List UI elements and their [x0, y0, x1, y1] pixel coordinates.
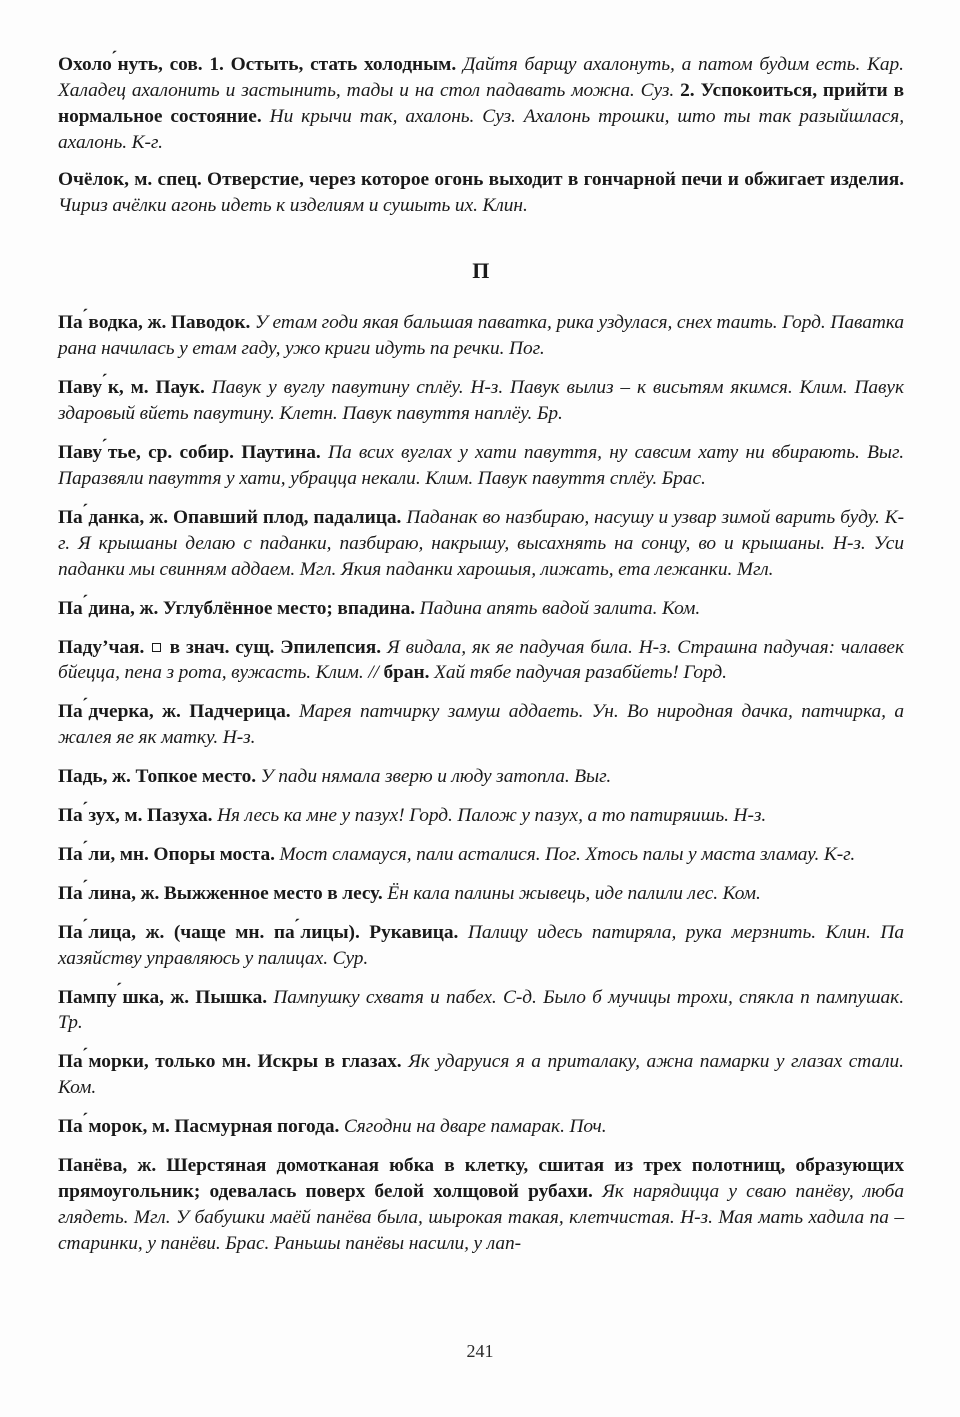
dictionary-entry: Падь, ж. Топкое место. У пади нямала зверю и люду затопла. Выг.	[58, 766, 612, 788]
dictionary-entry: Па´морки, только мн. Искры в глазах. Як ударуися я а приталаку, ажна памарки у глазах стали. Ком.	[58, 1045, 904, 1099]
section-letter-heading: П	[472, 258, 490, 284]
dictionary-entry: Па´зух, м. Пазуха. Ня лесь ка мне у пазух! Горд. Палож у пазух, а то патиряишь. Н-з.	[58, 798, 767, 827]
dictionary-entry: Па´лица, ж. (чаще мн. па´лицы). Рукавица. Палицу идесь патиряла, рука мерзнить. Клин. Па хазяйству управляюсь у палицах. Сур.	[58, 915, 904, 969]
dictionary-entry: Па´водка, ж. Паводок. У етам годи якая бальшая паватка, рика уздулася, снех таить. Горд. Паватка рана начилась у етам гаду, ужо криги идуть па речки. Пог.	[58, 306, 904, 360]
dictionary-entry: Пампу´шка, ж. Пышка. Пампушку схватя и пабех. С-д. Было б мучицы трохи, спякла п пампушак. Тр.	[58, 980, 904, 1034]
dictionary-entry: Па´дина, ж. Углублённое место; впадина. Падина апять вадой залита. Ком.	[58, 591, 701, 619]
dictionary-entry: Паву´тье, ср. собир. Паутина. Па всих вуглах у хати павуття, ну савсим хату ни вбирають. Выг. Паразвяли павуття у хати, убрацца некали. Клим. Павук павуття сплёу. Брас.	[58, 435, 904, 489]
dictionary-entry: Па´ли, мн. Опоры моста. Мост сламауся, пали асталися. Пог. Хтось палы у маста зламау. К-г.	[58, 837, 856, 865]
dictionary-entry: Па´данка, ж. Опавший плод, падалица. Паданак во назбираю, насушу и узвар зимой варить буду. К-г. Я крышаны делаю с паданки, пазбираю, накрышу, высахнять на сонцу, во и крышаны. Н-з. Уси паданки мы свинням аддаем. Мгл. Якия паданки харошыя, лижать, ета лежанки. Мгл.	[58, 500, 904, 580]
dictionary-entry: Панёва, ж. Шерстяная домотканая юбка в клетку, сшитая из трех полотнищ, образующих прямоугольник; одевалась поверх белой холщовой рубахи. Як нарядицца у сваю панёву, люба глядеть. Мгл. У бабушки маёй панёва была, шырокая такая, клетчистая. Н-з. Мая мать хадила па – старинки, у панёви. Брас. Раньшы панёвы насили, у лап-	[58, 1155, 904, 1254]
dictionary-entry: Очёлок, м. спец. Отверстие, через которое огонь выходит в гончарной печи и обжигает изделия. Чириз ачёлки агонь идеть к изделиям и сушыть их. Клин.	[58, 168, 904, 216]
dictionary-entry: Паву´к, м. Паук. Павук у вуглу павутину сплёу. Н-з. Павук вылиз – к висьтям якимся. Клим. Павук здаровый вйеть павутину. Клетн. Павук павуття наплёу. Бр.	[58, 371, 904, 425]
dictionary-entry: Па´лина, ж. Выжженное место в лесу. Ён кала палины жывець, иде палили лес. Ком.	[58, 876, 761, 904]
dictionary-entry: Охоло´нуть, сов. 1. Остыть, стать холодным. Дайтя барщу ахалонуть, а патом будим есть. Кар. Халадец ахалонить и застынить, тады и на стол падавать можна. Суз. 2. Успокоиться, прийти в нормальное состояние. Ни крычи так, ахалонь. Суз. Ахалонь трошки, што ты так разыйшлася, ахалонь. К-г.	[58, 47, 905, 153]
page-content-column	[58, 47, 905, 1257]
dictionary-entry: Па´дчерка, ж. Падчерица. Марея патчирку замуш аддаеть. Ун. Во ниродная дачка, патчирка, а жалея яе як матку. Н-з.	[58, 695, 904, 749]
dictionary-entry: Паду’чая. в знач. сущ. Эпилепсия. Я видала, як яе падучая била. Н-з. Страшна падучая: чалавек бйецца, пена з рота, вужасть. Клим. // бран. Хай тябе падучая разабйеть! Горд.	[58, 636, 904, 684]
dictionary-entry: Па´морок, м. Пасмурная погода. Сягодни на дваре памарак. Поч.	[58, 1110, 607, 1138]
page-number: 241	[466, 1341, 494, 1361]
